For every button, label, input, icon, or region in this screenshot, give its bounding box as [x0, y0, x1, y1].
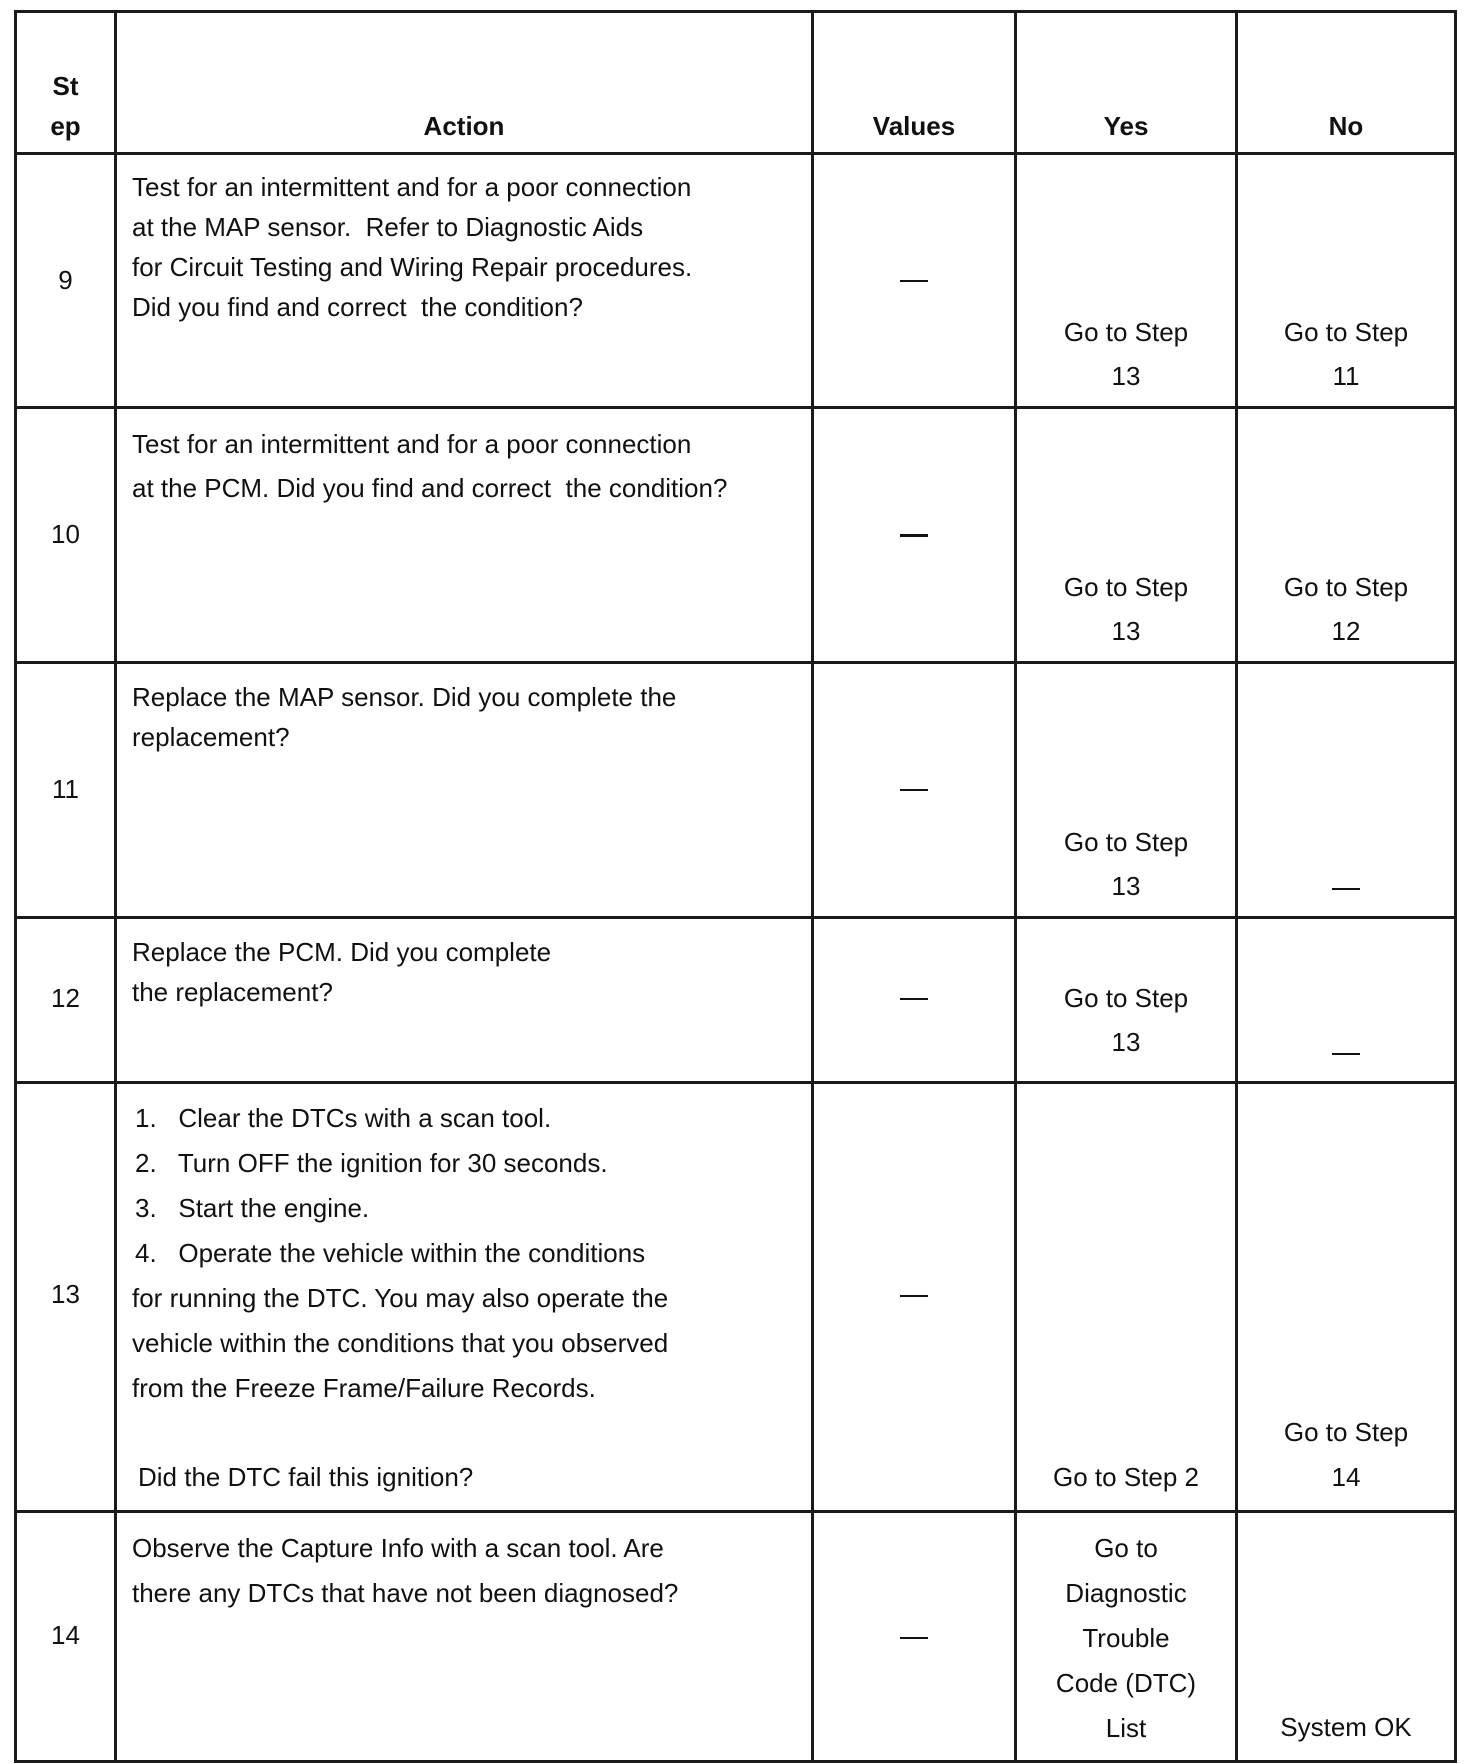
step-number: 11: [52, 774, 79, 804]
value-dash-label: [814, 1613, 1014, 1657]
value-dash: [900, 1295, 928, 1297]
action-list-item: 2. Turn OFF the ignition for 30 seconds.: [135, 1148, 608, 1178]
header-step: St ep: [50, 71, 81, 141]
yes-link: Go to Step 13: [1063, 827, 1189, 901]
value-dash: [900, 1637, 928, 1639]
step-number: 12: [51, 983, 80, 1013]
action-list-item: 3. Start the engine.: [135, 1193, 370, 1223]
value-dash-label: [814, 1272, 1014, 1316]
row-border: [14, 406, 1457, 409]
row-border: [14, 661, 1457, 664]
no-link: System OK: [1280, 1712, 1412, 1742]
row-border: [14, 1510, 1457, 1513]
yes-link: Go to Step 13: [1063, 983, 1189, 1057]
no-link: Go to Step 14: [1283, 1417, 1409, 1492]
no-dash: [1332, 888, 1360, 890]
header-values: Values: [872, 111, 956, 141]
value-dash: [900, 280, 928, 282]
action-text: Replace the PCM. Did you complete the replacement?: [132, 937, 552, 1007]
row-border: [14, 916, 1457, 919]
value-dash: [900, 998, 928, 1000]
yes-link: Go to Step 2: [1053, 1462, 1199, 1492]
row-border: [14, 1081, 1457, 1084]
no-dash-label: [1238, 1030, 1454, 1074]
header-yes: Yes: [1103, 111, 1149, 141]
action-text: Observe the Capture Info with a scan tool. Are there any DTCs that have not been diagnosed?: [132, 1533, 679, 1608]
no-link: Go to Step 11: [1283, 317, 1409, 391]
header-no: No: [1328, 111, 1364, 141]
no-dash-label: [1238, 864, 1454, 908]
no-link: Go to Step 12: [1283, 572, 1409, 646]
step-number: 13: [51, 1279, 80, 1309]
row-border: [14, 1760, 1457, 1763]
step-number: 9: [58, 265, 73, 295]
row-border: [14, 152, 1457, 155]
row-border: [14, 10, 1457, 13]
action-text: Replace the MAP sensor. Did you complete the replacement?: [132, 682, 677, 752]
value-dash: [900, 534, 928, 537]
action-question: Did the DTC fail this ignition?: [138, 1462, 474, 1492]
step-number: 14: [51, 1620, 80, 1650]
action-list-item: 4. Operate the vehicle within the conditions: [135, 1238, 646, 1268]
action-text: for running the DTC. You may also operate the vehicle within the conditions that you observed from the Freeze Frame/Failure Records.: [132, 1283, 669, 1403]
action-text: Test for an intermittent and for a poor connection at the PCM. Did you find and correct the condition?: [132, 429, 728, 503]
value-dash: [900, 789, 928, 791]
action-list-item: 1. Clear the DTCs with a scan tool.: [135, 1103, 552, 1133]
yes-link: Go to Step 13: [1063, 317, 1189, 391]
diagnostic-table: [14, 10, 1457, 1763]
header-action: Action: [423, 111, 505, 141]
yes-link: Go to Step 13: [1063, 572, 1189, 646]
step-number: 10: [51, 519, 80, 549]
no-dash: [1332, 1053, 1360, 1055]
col-border: [114, 10, 117, 1763]
yes-link: Go to Diagnostic Trouble Code (DTC) List: [1055, 1533, 1197, 1743]
action-text: Test for an intermittent and for a poor connection at the MAP sensor. Refer to Diagnostic Aids for Circuit Testing and Wiring Repair procedures. Did you find and correct the condition?: [132, 172, 693, 322]
col-border: [1454, 10, 1457, 1763]
